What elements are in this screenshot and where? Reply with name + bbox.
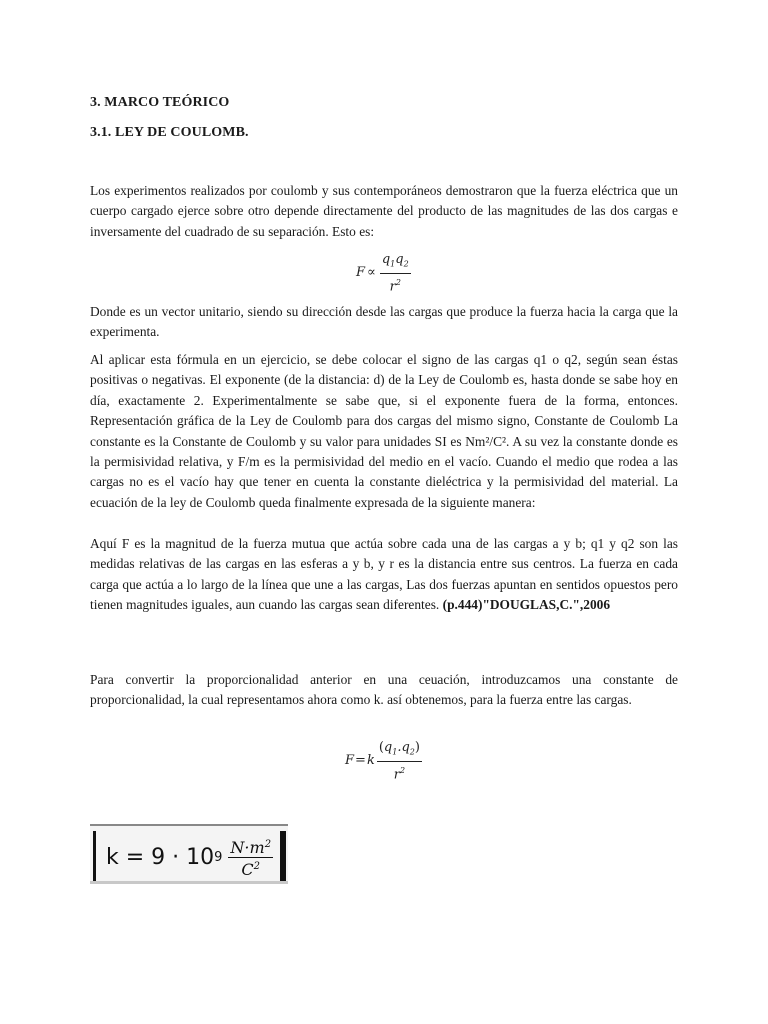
formula-constant: k (366, 753, 375, 769)
paragraph-variables (90, 534, 678, 616)
formula-operator: ∝ (367, 265, 376, 281)
citation: (p.444)"DOUGLAS,C.",2006 (442, 597, 611, 613)
coulomb-constant-image (90, 824, 288, 884)
right-bar (280, 831, 286, 881)
left-bar (93, 831, 96, 881)
coulomb-constant-formula (106, 836, 273, 879)
formula-denominator: $r^2$ (393, 765, 406, 782)
formula-coulomb-law (345, 740, 422, 782)
unit-numerator: $N\cdot m^2$ (230, 838, 272, 857)
formula-denominator: $r^2$ (389, 277, 401, 294)
unit-denominator: $C^2$ (241, 860, 261, 879)
paragraph-variables-text: Aquí F es la magnitud de la fuerza mutua que actúa sobre cada una de las cargas a y b; q1 y q2 son las medidas relativas de las cargas en las esferas a y b, y r es la distancia entre sus centros. La fuerza en cada carga que actúa a lo largo de la línea que une a las cargas, Las dos fuerzas apuntan en sentidos opuestos pero tienen magnitudes iguales, aun cuando las cargas sean diferentes. (90, 536, 678, 613)
paragraph-formula-application: Al aplicar esta fórmula en un ejercicio, se debe colocar el signo de las cargas q1 o q2, según sean éstas positivas o negativas. El exponente (de la distancia: d) de la Ley de Coulomb es, hasta donde se sabe hoy en día, exactamente 2. Experimentalmente se sabe que, si el exponente fuera de la forma, entonces. Representación gráfica de la Ley de Coulomb para dos cargas del mismo signo, Constante de Coulomb La constante es la Constante de Coulomb y su valor para unidades SI es Nm²/C². A su vez la constante donde es la permisividad relativa, y F/m es la permisividad del medio en el vacío. Cuando el medio que rodea a las cargas no es el vacío hay que tener en cuenta la constante dieléctrica y la permisividad del material. La ecuación de la ley de Coulomb queda finalmente expresada de la siguiente manera: (90, 352, 678, 510)
section-heading: 3. MARCO TEÓRICO (90, 95, 230, 110)
formula-numerator: $(q_1.q_2)$ (377, 740, 422, 762)
formula-lhs: F (345, 753, 355, 769)
formula-fraction (377, 740, 422, 782)
formula-fraction (380, 252, 411, 294)
paragraph-proportionality-constant: Para convertir la proporcionalidad anterior en una ceuación, introduzcamos una constante de proporcionalidad, la cual representamos ahora como k. así obtenemos, para la fuerza entre las cargas. (90, 672, 678, 708)
formula-proportionality (356, 252, 411, 294)
paragraph-unit-vector: Donde es un vector unitario, siendo su dirección desde las cargas que produce la fuerza hacia la carga que la experimenta. (90, 304, 678, 340)
subsection-heading: 3.1. LEY DE COULOMB. (90, 125, 249, 140)
paragraph-intro: Los experimentos realizados por coulomb y sus contemporáneos demostraron que la fuerza eléctrica que un cuerpo cargado ejerce sobre otro depende directamente del producto de las magnitudes de las dos cargas e inversamente del cuadrado de su separación. Esto es: (90, 183, 678, 239)
formula-lhs: F (356, 265, 366, 281)
constant-exponent: 9 (214, 850, 223, 865)
formula-operator: = (355, 753, 366, 769)
formula-numerator: $q_1q_2$ (380, 252, 411, 274)
unit-fraction (228, 836, 273, 879)
constant-lhs: k = 9 · 10 (106, 845, 215, 870)
